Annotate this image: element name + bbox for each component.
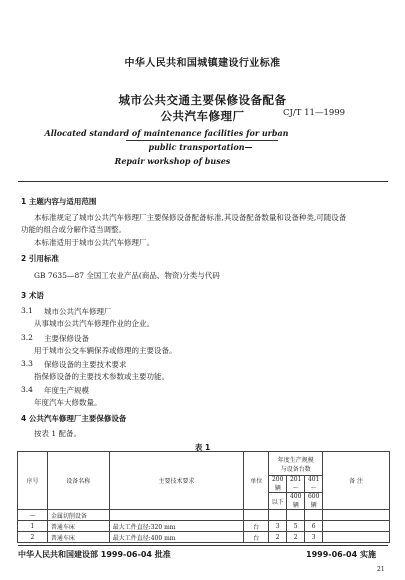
term-3-1-number: 3.1 [21,306,33,315]
header-c1-line1: 200 辆 [269,476,287,493]
standard-category-title: 中华人民共和国城镇建设行业标准 [124,58,281,69]
cell-v2 [287,510,305,521]
term-3-2-number: 3.2 [21,333,33,342]
table-row [18,521,390,532]
cell-remark [323,532,390,543]
cell-v1: 3 [269,521,287,532]
english-title-underline [126,140,278,141]
cell-v3: 6 [305,521,323,532]
header-name: 设备名称 [47,452,109,510]
footer-divider [18,545,388,546]
header-unit: 单位 [244,452,269,510]
english-title-line2: public transportation— [148,142,253,152]
term-3-4-definition: 年度汽车大修数量。 [34,398,102,407]
english-title-line1: Allocated standard of maintenance facilities for urban [44,128,289,138]
cell-remark [323,521,390,532]
cell-num: 2 [18,532,48,543]
header-c3-line2: 600 辆 [305,493,323,510]
term-3-4-title: 年度生产规模 [44,386,89,395]
header-req: 主要技术要求 [109,452,244,510]
table-row [18,532,390,543]
term-3-3-definition: 指保修设备的主要技术参数或主要功能。 [34,372,169,381]
cell-req [109,510,244,521]
header-remark: 备 注 [323,452,390,510]
section-1-paragraph-2: 本标准适用于城市公共汽车修理厂。 [34,238,154,247]
cell-v3: 3 [305,532,323,543]
header-num: 序号 [18,452,48,510]
term-3-3-title: 保修设备的主要技术要求 [44,360,127,369]
document-title-line2: 公共汽车修理厂 [160,109,245,123]
cell-unit [244,510,269,521]
cell-name: 普通车床 [47,532,109,543]
section-4-heading: 4 公共汽车修理厂主要保修设备 [21,414,127,423]
page-number: 21 [377,566,385,573]
section-1-paragraph-1: 本标准规定了城市公共汽车修理厂主要保修设备配备标准,其设备配备数量和设备种类,可随设备 [34,213,347,222]
cell-req: 最大工件直径:400 mm [109,532,244,543]
section-4-paragraph: 按表 1 配备。 [34,429,82,438]
cell-v3 [305,510,323,521]
term-3-2-definition: 用于城市公交车辆保养或修理的主要设备。 [34,346,177,355]
equipment-table [17,451,390,543]
document-title-line1: 城市公共交通主要保修设备配备 [118,93,287,107]
section-3-heading: 3 术语 [21,291,44,300]
cell-v2: 2 [287,532,305,543]
term-3-1-title: 城市公共汽车修理厂 [44,307,112,316]
section-1-heading: 1 主题内容与适用范围 [21,197,97,206]
cell-name: 普通车床 [47,521,109,532]
term-3-2-title: 主要保修设备 [44,334,89,343]
table-caption: 表 1 [194,443,211,452]
header-c3-line1: 401～ [305,476,323,493]
section-2-reference: GB 7635—87 全国工农业产品(商品、物资)分类与代码 [34,271,220,280]
cell-remark [323,510,390,521]
english-title-line3: Repair workshop of buses [114,156,231,166]
cell-unit: 台 [244,521,269,532]
table-row [18,510,390,521]
cell-v1 [269,510,287,521]
header-scale-line1: 年度生产规模 [277,456,314,464]
table-header-row [18,452,390,476]
header-c2-line2: 400 辆 [287,493,305,510]
section-2-heading: 2 引用标准 [21,254,59,263]
header-c2-line1: 201～ [287,476,305,493]
section-1-paragraph-1-cont: 功能的组合或分解作适当调整。 [21,225,126,234]
term-3-1-definition: 从事城市公共汽车修理作业的企业。 [34,319,154,328]
implementation-date: 1999-06-04 实施 [306,550,376,559]
cell-v2: 5 [287,521,305,532]
term-3-3-number: 3.3 [21,359,33,368]
cell-name: 金属切削设备 [47,510,109,521]
header-c1-line2: 以下 [269,493,287,510]
cell-unit: 台 [244,532,269,543]
cell-num: 1 [18,521,48,532]
header-scale [269,452,323,476]
cell-req: 最大工件直径:320 mm [109,521,244,532]
header-divider [18,181,388,182]
cell-num: — [18,510,48,521]
standard-code: CJ/T 11—1999 [283,108,346,118]
header-scale-line2: 与设备台数 [280,465,311,473]
term-3-4-number: 3.4 [21,385,33,394]
approval-note: 中华人民共和国建设部 1999-06-04 批准 [18,550,171,559]
cell-v1: 2 [269,532,287,543]
